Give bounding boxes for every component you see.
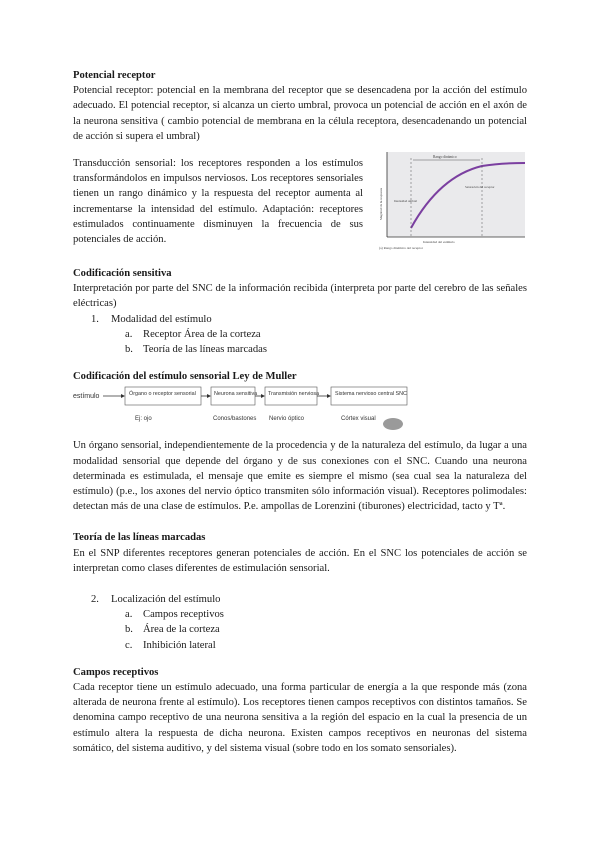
paragraph-lineas-marcadas: En el SNP diferentes receptores generan potenciales de acción. En el SNC los potenciales de acción se interpretan como clases diferentes de estimulación sensorial. [73,547,527,574]
saturation-label: Saturación del receptor [465,185,495,190]
heading-campos-receptivos: Campos receptivos [73,666,159,678]
list-item [73,312,527,327]
y-axis-label: Magnitud de la respuesta [379,188,383,221]
heading-ley-de-muller: Codificación del estímulo sensorial Ley de Muller [73,371,297,383]
list-letter: b. [125,344,133,356]
list-label: Receptor Área de la corteza [143,328,261,340]
paragraph-potencial-receptor: Potencial receptor: potencial en la membrana del receptor que se desencadena por la acción del estímulo adecuado. El potencial receptor, si alcanza un cierto umbral, provoca un potencial de acción en el axón de la neurona sensitiva ( cambio potencial de membrana en la célula receptora, desencadenando un potencial de acción si supera el umbral) [73,85,527,142]
list-label: Inhibición lateral [143,639,216,651]
paragraph-transduccion: Transducción sensorial: los receptores responden a los estímulos transformándolos en impulsos nerviosos. Los receptores sensoriales tienen un rango dinámico y la respuesta del receptor aumenta al incrementarse la intensidad del estímulo. Adaptación: receptores estimulados continuamente disminuyen la frecuencia de sus potenciales de acción. [73,158,363,246]
flow-box-snc-text: Sistema nervioso central SNC [335,391,407,398]
figure-caption: (a) Rango dinámico del receptor [379,246,423,251]
list-number: 2. [91,594,99,606]
flow-box-neurona-text: Neurona sensitiva [214,391,258,398]
muller-flow-diagram [73,386,453,430]
list-item [73,622,527,637]
list-item [73,327,527,342]
heading-codificacion-sensitiva: Codificación sensitiva [73,268,172,280]
flow-label-cortex: Córtex visual [341,416,376,423]
heading-potencial-receptor: Potencial receptor [73,70,156,81]
flow-label-nervio: Nervio óptico [269,416,305,423]
list-label: Campos receptivos [143,609,224,621]
dynamic-range-figure [377,150,527,250]
list-letter: a. [125,328,133,340]
list-letter: a. [125,609,133,621]
transduction-block [73,156,527,250]
flow-box-organo-text: Órgano o receptor sensorial [129,391,196,398]
list-item [73,342,527,357]
flow-label-conos: Conos/bastones [213,416,257,423]
paragraph-ley-de-muller: Un órgano sensorial, independientemente de la procedencia y de la naturaleza del estímulo, da lugar a una modalidad sensorial que depende del órgano y de sus conexiones con el SNC. Cuando una neurona determinada es estimulada, el mensaje que emite es siempre el mismo (sea cual sea la naturaleza del estímulo) (p.e., los axones del nervio óptico transmiten sólo información visual). Receptores polimodales: detectan más de una clase de estímulos. P.e. ampollas de Lorenzini (tiburones) electricidad, tacto y Tª. [73,440,527,513]
paragraph-campos-receptivos: Cada receptor tiene un estímulo adecuado, una forma particular de energía a la que responde más (zona alterada de neurona frente al estímulo). Los receptores tienen campos receptivos con distintos tamaños. Se denomina campo receptivo de una neurona sensitiva a la región del espacio en la cual la presencia de un estímulo altera la respuesta de dicha neurona. Existen campos receptivos en neuronas del sistema somático, del sistema auditivo, y del sistema visual (sobre todo en los somato sensoriales). [73,682,527,754]
list-label: Localización del estímulo [111,594,221,606]
threshold-label: Intensidad umbral [394,199,418,204]
list-label: Modalidad del estímulo [111,313,212,325]
list-localizacion [73,592,527,653]
list-label: Área de la corteza [143,624,220,636]
x-axis-label: Intensidad del estímulo [423,240,455,245]
list-item [73,638,527,653]
list-number: 1. [91,313,99,325]
list-item [73,607,527,622]
list-label: Teoría de las líneas marcadas [143,344,267,356]
range-label: Rango dinámico [433,155,457,160]
list-letter: b. [125,624,133,636]
flow-box-transmision-text: Transmisión nerviosa [268,391,320,398]
flow-label-ojo: Ej: ojo [135,416,152,423]
heading-lineas-marcadas: Teoría de las líneas marcadas [73,532,206,544]
list-letter: c. [125,639,133,651]
flow-start-label: estímulo [73,393,100,401]
list-item [73,592,527,607]
plot-background [387,152,525,237]
brain-icon [383,418,403,430]
paragraph-codificacion-sensitiva: Interpretación por parte del SNC de la información recibida (interpreta por parte del cerebro de las señales eléctricas) [73,283,527,310]
list-modalidad [73,312,527,358]
document-page [73,68,527,756]
